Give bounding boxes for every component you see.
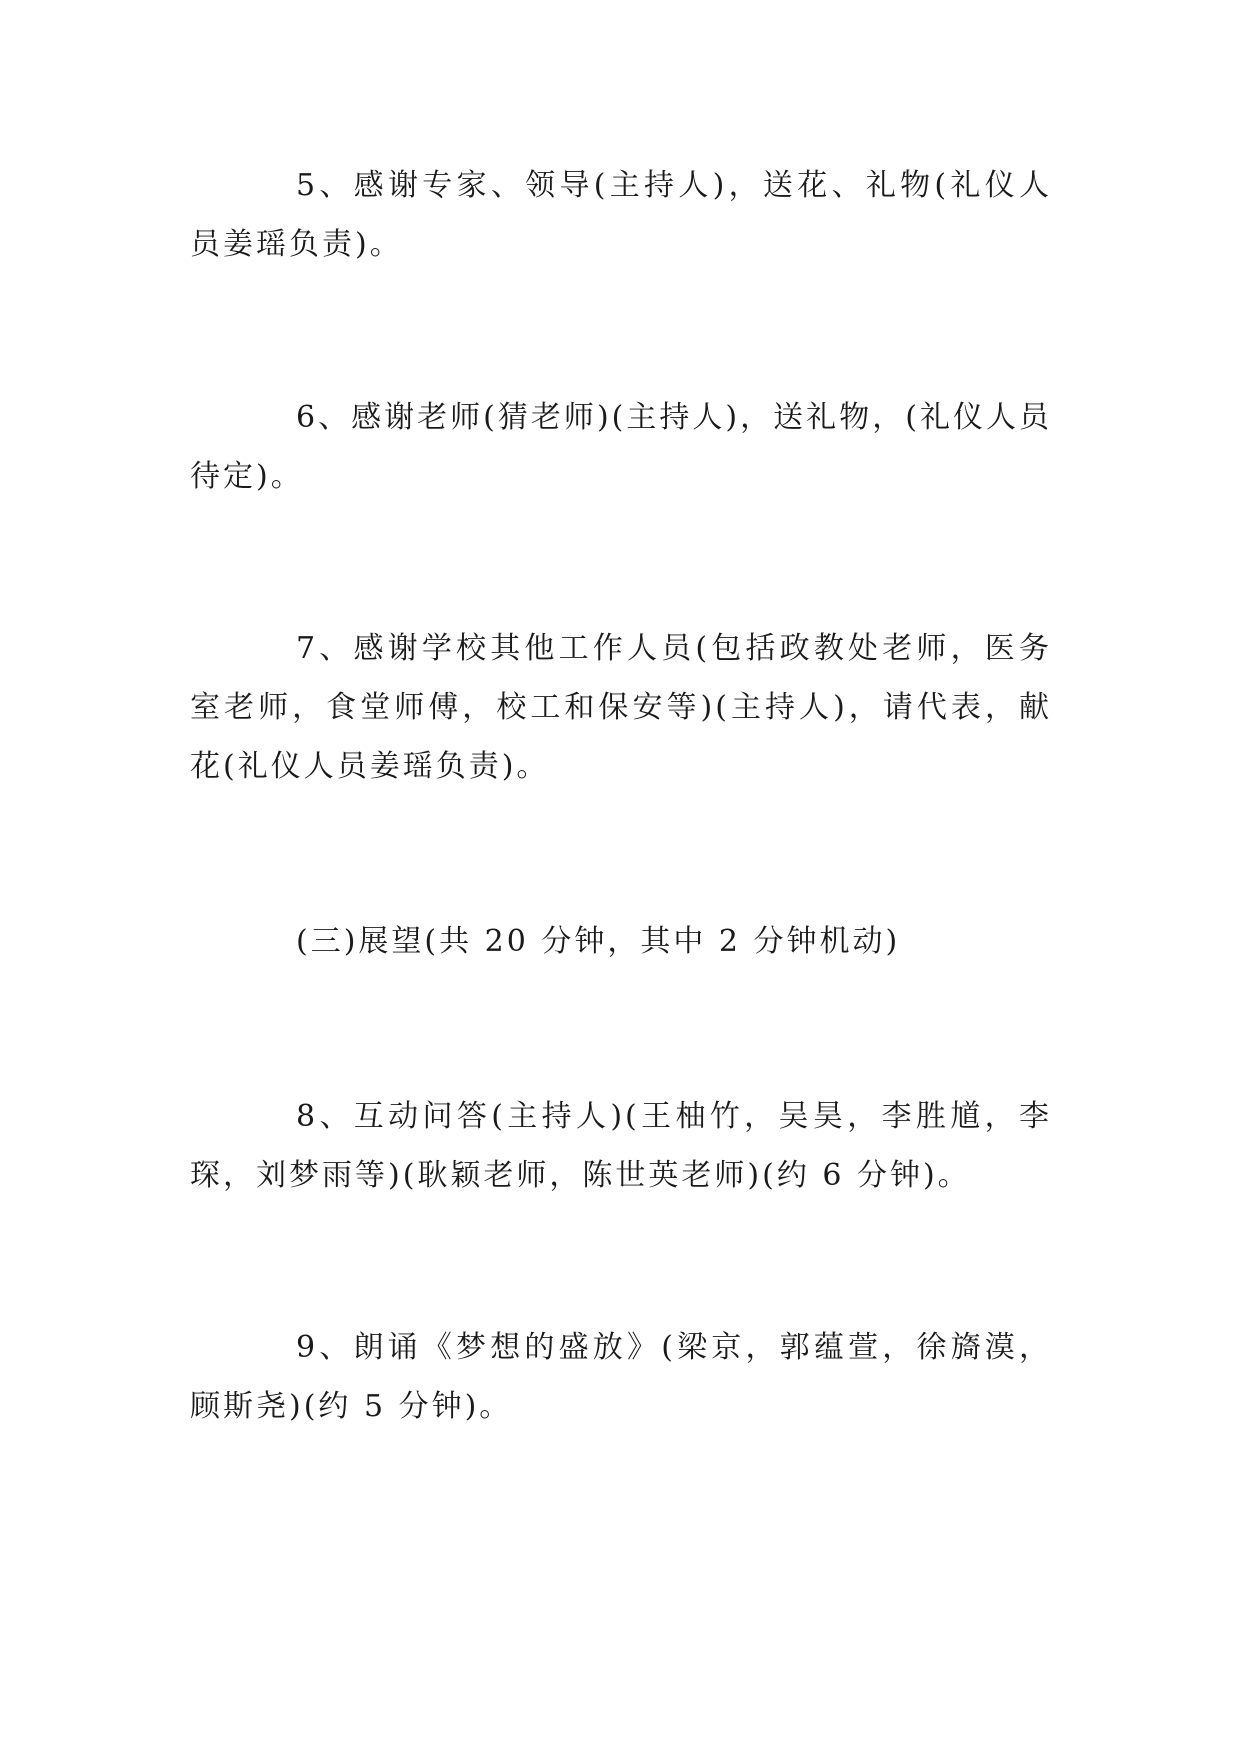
paragraph-item-9: 9、朗诵《梦想的盛放》(梁京，郭蕴萱，徐旖漠，顾斯尧)(约 5 分钟)。 (190, 1330, 1052, 1424)
paragraph-item-8: 8、互动问答(主持人)(王柚竹，吴昊，李胜馗，李琛，刘梦雨等)(耿颖老师，陈世英老师)(约 6 分钟)。 (190, 1099, 1052, 1193)
paragraph-item-5: 5、感谢专家、领导(主持人)，送花、礼物(礼仪人员姜瑶负责)。 (190, 168, 1052, 262)
paragraph-item-6: 6、感谢老师(猜老师)(主持人)，送礼物，(礼仪人员待定)。 (190, 400, 1052, 494)
section-heading-3: (三)展望(共 20 分钟，其中 2 分钟机动) (296, 924, 901, 959)
paragraph-item-7: 7、感谢学校其他工作人员(包括政教处老师，医务室老师，食堂师傅，校工和保安等)(主持人)，请代表，献花(礼仪人员姜瑶负责)。 (190, 631, 1052, 784)
